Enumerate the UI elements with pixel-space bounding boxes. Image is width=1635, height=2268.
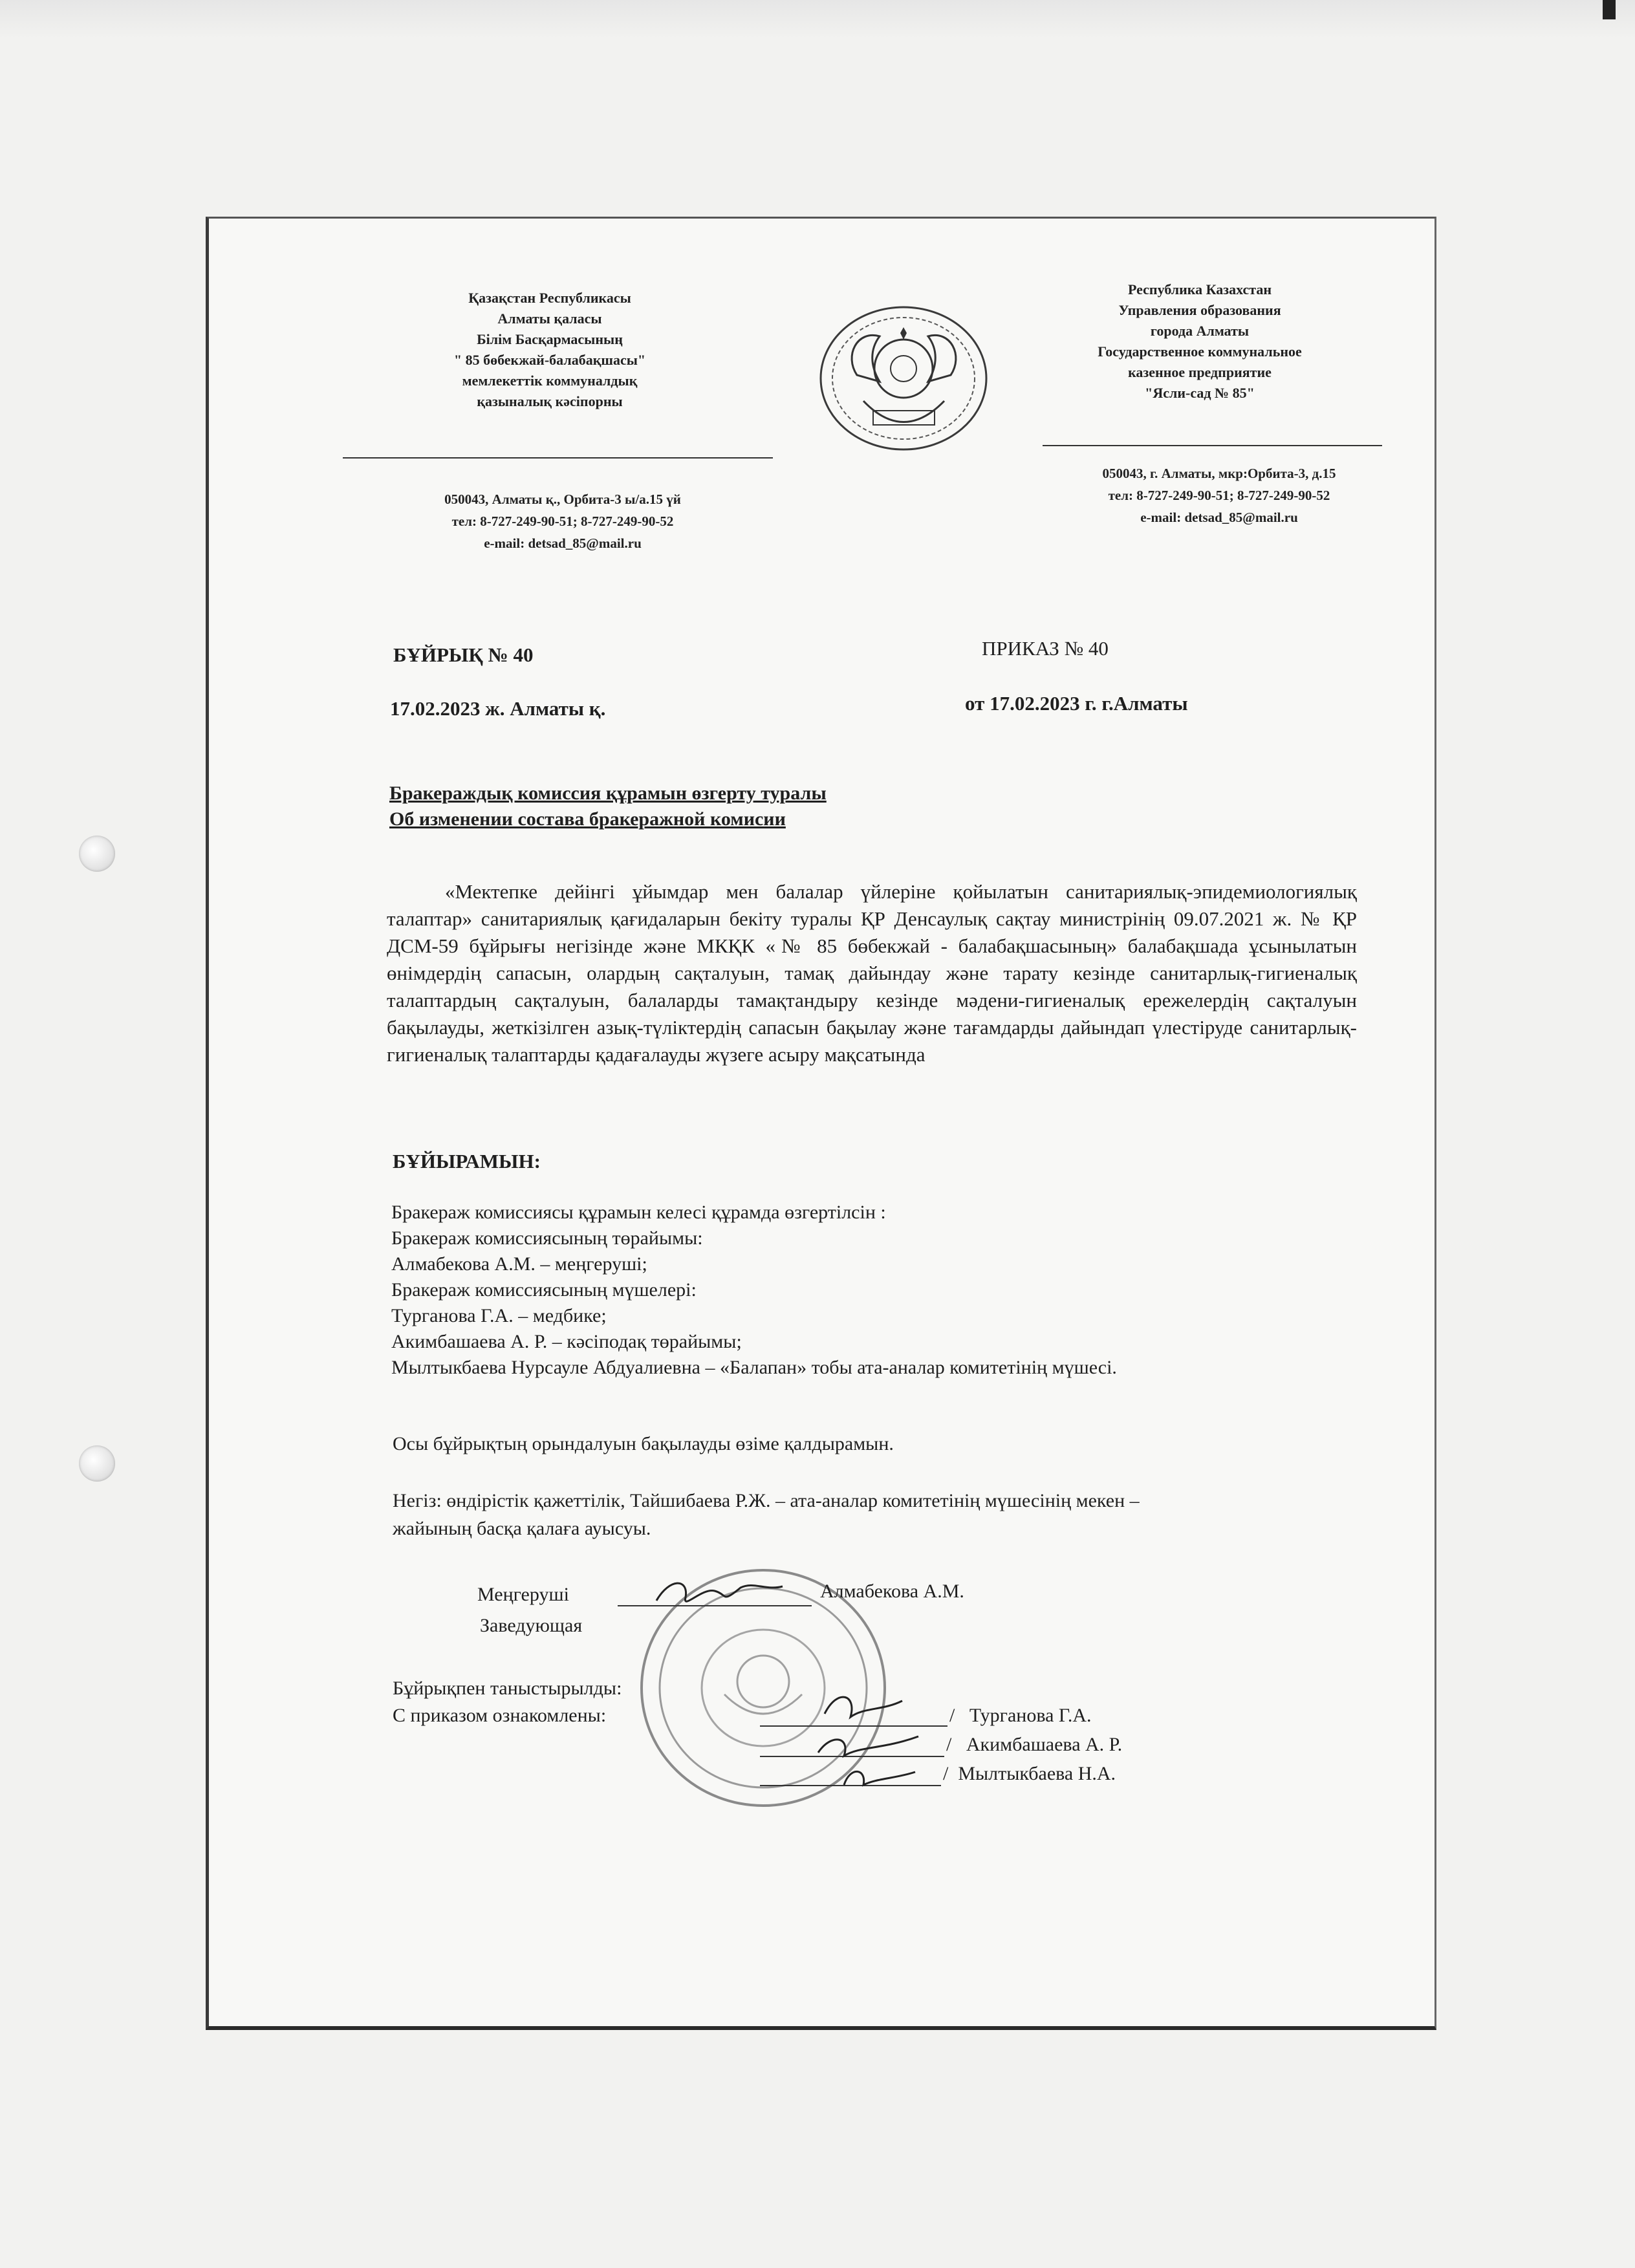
staff-signatures-icon xyxy=(805,1681,935,1798)
punch-hole xyxy=(79,1445,115,1482)
list-item: Акимбашаева А. Р. – кәсіподақ төрайымы; xyxy=(391,1331,742,1352)
preamble-paragraph: «Мектепке дейінгі ұйымдар мен балалар үйлеріне қойылатын санитариялық-эпидемиологиялық талаптар» санитариялық қағидаларын бекіту туралы ҚР Денсаулық сақтау министрінің 09.07.2021 ж. № ҚР ДСМ-59 бұйрығы негізінде және МКҚК «№ 85 бөбекжай - балабақшасының» балабақшада ұсынылатын өнімдердің сапасын, олардың сақталуын, тамақ дайындау және тарату кезінде санитарлық-гигиеналық талаптардың сақталуын, балаларды тамақтандыру кезінде мәдени-гигиеналық ережелердің сақталуын бақылауды, жеткізілген азық-түліктердің сапасын бақылау және тағамдарды дайындап үлестіруде санитарлық-гигиеналық талаптарды қадағалауды жүзеге асыру мақсатында xyxy=(387,880,1357,1066)
header-right-rule xyxy=(1043,445,1382,446)
list-item: Бракераж комиссиясы құрамын келесі құрамда өзгертілсін : xyxy=(391,1202,886,1223)
header-right-line: Государственное коммунальное xyxy=(1098,343,1302,360)
acquainted-name: / Турганова Г.А. xyxy=(949,1705,1092,1726)
order-word: БҰЙЫРАМЫН: xyxy=(393,1150,541,1172)
header-left-address: 050043, Алматы қ., Орбита-3 ы/а.15 үй xyxy=(444,491,681,507)
list-item: Бракераж комиссиясының төрайымы: xyxy=(391,1227,703,1249)
acquainted-name-text: Турганова Г.А. xyxy=(969,1705,1092,1726)
acquainted-label-kz: Бұйрықпен таныстырылды: xyxy=(393,1678,622,1699)
header-left-line: Білім Басқармасының xyxy=(477,331,623,347)
list-item: Турганова Г.А. – медбике; xyxy=(391,1305,607,1326)
order-date-ru: от 17.02.2023 г. г.Алматы xyxy=(965,692,1188,715)
punch-hole xyxy=(79,836,115,872)
header-right-line: казенное предприятие xyxy=(1128,364,1272,380)
acquainted-label-ru: С приказом ознакомлены: xyxy=(393,1705,607,1726)
header-left-email: e-mail: detsad_85@mail.ru xyxy=(484,535,642,551)
order-number-kz: БҰЙРЫҚ № 40 xyxy=(393,643,534,666)
list-item: Алмабекова А.М. – меңгеруші; xyxy=(391,1253,647,1275)
header-left-line: Алматы қаласы xyxy=(497,310,602,327)
header-right-line: Управления образования xyxy=(1118,302,1281,318)
header-left-phone: тел: 8-727-249-90-51; 8-727-249-90-52 xyxy=(451,513,674,529)
header-right-phone: тел: 8-727-249-90-51; 8-727-249-90-52 xyxy=(1108,488,1330,503)
list-item: Бракераж комиссиясының мүшелері: xyxy=(391,1279,697,1301)
scan-top-edge xyxy=(0,0,1635,39)
header-left-line: мемлекеттік коммуналдық xyxy=(462,373,638,389)
header-right-org xyxy=(1032,279,1368,404)
title-kz: Бракераждық комиссия құрамын өзгерту туралы xyxy=(389,783,827,804)
header-left-line: " 85 бөбекжай-балабақшасы" xyxy=(453,352,646,368)
list-item: Мылтыкбаева Нурсауле Абдуалиевна – «Балапан» тобы ата-аналар комитетінің мүшесі. xyxy=(391,1357,1117,1378)
control-line: Осы бұйрықтың орындалуын бақылауды өзіме қалдырамын. xyxy=(393,1433,894,1454)
state-emblem-icon xyxy=(818,304,990,453)
header-right-address: 050043, г. Алматы, мкр:Орбита-3, д.15 xyxy=(1102,466,1336,481)
order-date-kz: 17.02.2023 ж. Алматы қ. xyxy=(390,697,606,720)
header-right-line: города Алматы xyxy=(1150,323,1250,339)
header-left-rule xyxy=(343,457,773,459)
commission-list xyxy=(391,1200,1426,1381)
header-left-org xyxy=(388,288,711,412)
basis-line-2: жайының басқа қалаға ауысуы. xyxy=(393,1518,651,1539)
acquainted-name-text: Мылтыкбаева Н.А. xyxy=(958,1763,1116,1784)
scan-corner-mark xyxy=(1603,0,1616,19)
header-left-line: Қазақстан Республикасы xyxy=(468,290,631,306)
signatory-role-ru: Заведующая xyxy=(480,1615,583,1636)
acquainted-name: / Мылтыкбаева Н.А. xyxy=(943,1763,1116,1784)
order-number-ru: ПРИКАЗ № 40 xyxy=(982,637,1109,660)
header-right-line: "Ясли-сад № 85" xyxy=(1145,385,1255,401)
header-right-line: Республика Казахстан xyxy=(1127,281,1272,297)
signatory-role-kz: Меңгеруші xyxy=(477,1584,569,1605)
basis-line-1: Негіз: өндірістік қажеттілік, Тайшибаева Р.Ж. – ата-аналар комитетінің мүшесінің мекен – xyxy=(393,1490,1140,1511)
header-left-line: қазыналық кәсіпорны xyxy=(477,393,623,409)
header-right-email: e-mail: detsad_85@mail.ru xyxy=(1140,510,1298,525)
acquainted-name-text: Акимбашаева А. Р. xyxy=(966,1734,1123,1755)
signatory-name: Алмабекова А.М. xyxy=(820,1581,964,1602)
director-signature-icon xyxy=(650,1575,792,1614)
header-right-contacts xyxy=(1028,462,1410,528)
acquainted-name: / Акимбашаева А. Р. xyxy=(946,1734,1123,1755)
title-ru: Об изменении состава бракеражной комисии xyxy=(389,808,786,830)
header-left-contacts xyxy=(375,488,750,554)
